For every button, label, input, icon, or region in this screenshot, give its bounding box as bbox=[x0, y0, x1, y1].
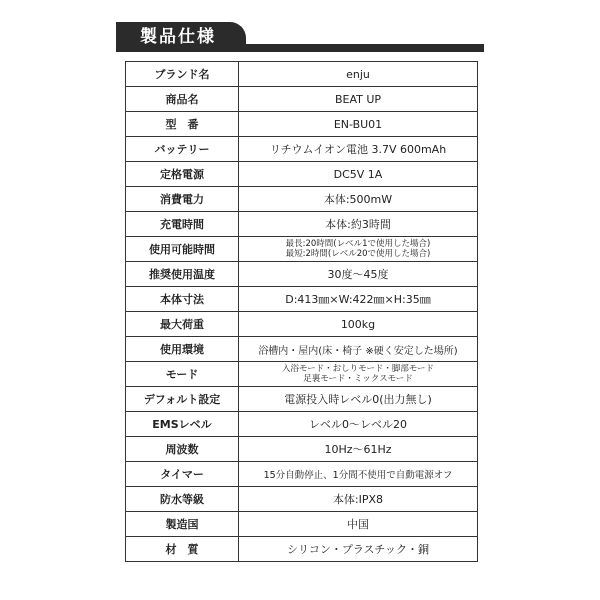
spec-value: D:413㎜×W:422㎜×H:35㎜ bbox=[239, 287, 478, 312]
spec-label: バッテリー bbox=[126, 137, 239, 162]
spec-row-charge-time bbox=[126, 212, 478, 237]
spec-row-temperature bbox=[126, 262, 478, 287]
spec-label: 推奨使用温度 bbox=[126, 262, 239, 287]
spec-row-product-name bbox=[126, 87, 478, 112]
spec-value: 本体:500mW bbox=[239, 187, 478, 212]
spec-row-brand bbox=[126, 62, 478, 87]
spec-table bbox=[125, 61, 478, 562]
spec-label: デフォルト設定 bbox=[126, 387, 239, 412]
spec-row-ems-level bbox=[126, 412, 478, 437]
spec-label: 使用環境 bbox=[126, 337, 239, 362]
spec-row-model bbox=[126, 112, 478, 137]
spec-row-material bbox=[126, 537, 478, 562]
spec-value: 15分自動停止、1分間不使用で自動電源オフ bbox=[239, 462, 478, 487]
spec-value-line: 入浴モード・おしりモード・脚部モード bbox=[282, 364, 434, 374]
spec-value: 10Hz〜61Hz bbox=[239, 437, 478, 462]
spec-label: 材 質 bbox=[126, 537, 239, 562]
spec-label: 製造国 bbox=[126, 512, 239, 537]
spec-label: 充電時間 bbox=[126, 212, 239, 237]
spec-value: 30度〜45度 bbox=[239, 262, 478, 287]
spec-value bbox=[239, 362, 478, 387]
spec-row-rated-power bbox=[126, 162, 478, 187]
spec-value-line: 最短:2時間(レベル20で使用した場合) bbox=[285, 249, 431, 259]
spec-label: 型 番 bbox=[126, 112, 239, 137]
spec-value: 中国 bbox=[239, 512, 478, 537]
spec-row-battery bbox=[126, 137, 478, 162]
spec-label: モード bbox=[126, 362, 239, 387]
spec-row-environment bbox=[126, 337, 478, 362]
spec-value: enju bbox=[239, 62, 478, 87]
spec-row-default-setting bbox=[126, 387, 478, 412]
spec-label: 消費電力 bbox=[126, 187, 239, 212]
spec-value: レベル0〜レベル20 bbox=[239, 412, 478, 437]
spec-label: 最大荷重 bbox=[126, 312, 239, 337]
spec-label: 本体寸法 bbox=[126, 287, 239, 312]
spec-row-power-consumption bbox=[126, 187, 478, 212]
spec-label: 防水等級 bbox=[126, 487, 239, 512]
spec-label: 周波数 bbox=[126, 437, 239, 462]
spec-row-max-load bbox=[126, 312, 478, 337]
spec-value bbox=[239, 237, 478, 262]
spec-row-timer bbox=[126, 462, 478, 487]
spec-value: DC5V 1A bbox=[239, 162, 478, 187]
spec-row-mode bbox=[126, 362, 478, 387]
spec-value: 電源投入時レベル0(出力無し) bbox=[239, 387, 478, 412]
spec-value: リチウムイオン電池 3.7V 600mAh bbox=[239, 137, 478, 162]
spec-value: 本体:IPX8 bbox=[239, 487, 478, 512]
spec-label: ブランド名 bbox=[126, 62, 239, 87]
spec-row-waterproof bbox=[126, 487, 478, 512]
spec-row-usage-time bbox=[126, 237, 478, 262]
spec-row-frequency bbox=[126, 437, 478, 462]
spec-label: タイマー bbox=[126, 462, 239, 487]
spec-value: 浴槽内・屋内(床・椅子 ※硬く安定した場所) bbox=[239, 337, 478, 362]
spec-value: EN-BU01 bbox=[239, 112, 478, 137]
spec-value: シリコン・プラスチック・銅 bbox=[239, 537, 478, 562]
spec-label: 定格電源 bbox=[126, 162, 239, 187]
spec-label: 商品名 bbox=[126, 87, 239, 112]
spec-row-country bbox=[126, 512, 478, 537]
spec-value: BEAT UP bbox=[239, 87, 478, 112]
spec-value: 本体:約3時間 bbox=[239, 212, 478, 237]
spec-row-dimensions bbox=[126, 287, 478, 312]
spec-value-line: 最長:20時間(レベル1で使用した場合) bbox=[285, 239, 431, 249]
section-title: 製品仕様 bbox=[116, 22, 246, 52]
spec-label: EMSレベル bbox=[126, 412, 239, 437]
spec-value: 100kg bbox=[239, 312, 478, 337]
spec-value-line: 足裏モード・ミックスモード bbox=[303, 374, 413, 384]
spec-label: 使用可能時間 bbox=[126, 237, 239, 262]
